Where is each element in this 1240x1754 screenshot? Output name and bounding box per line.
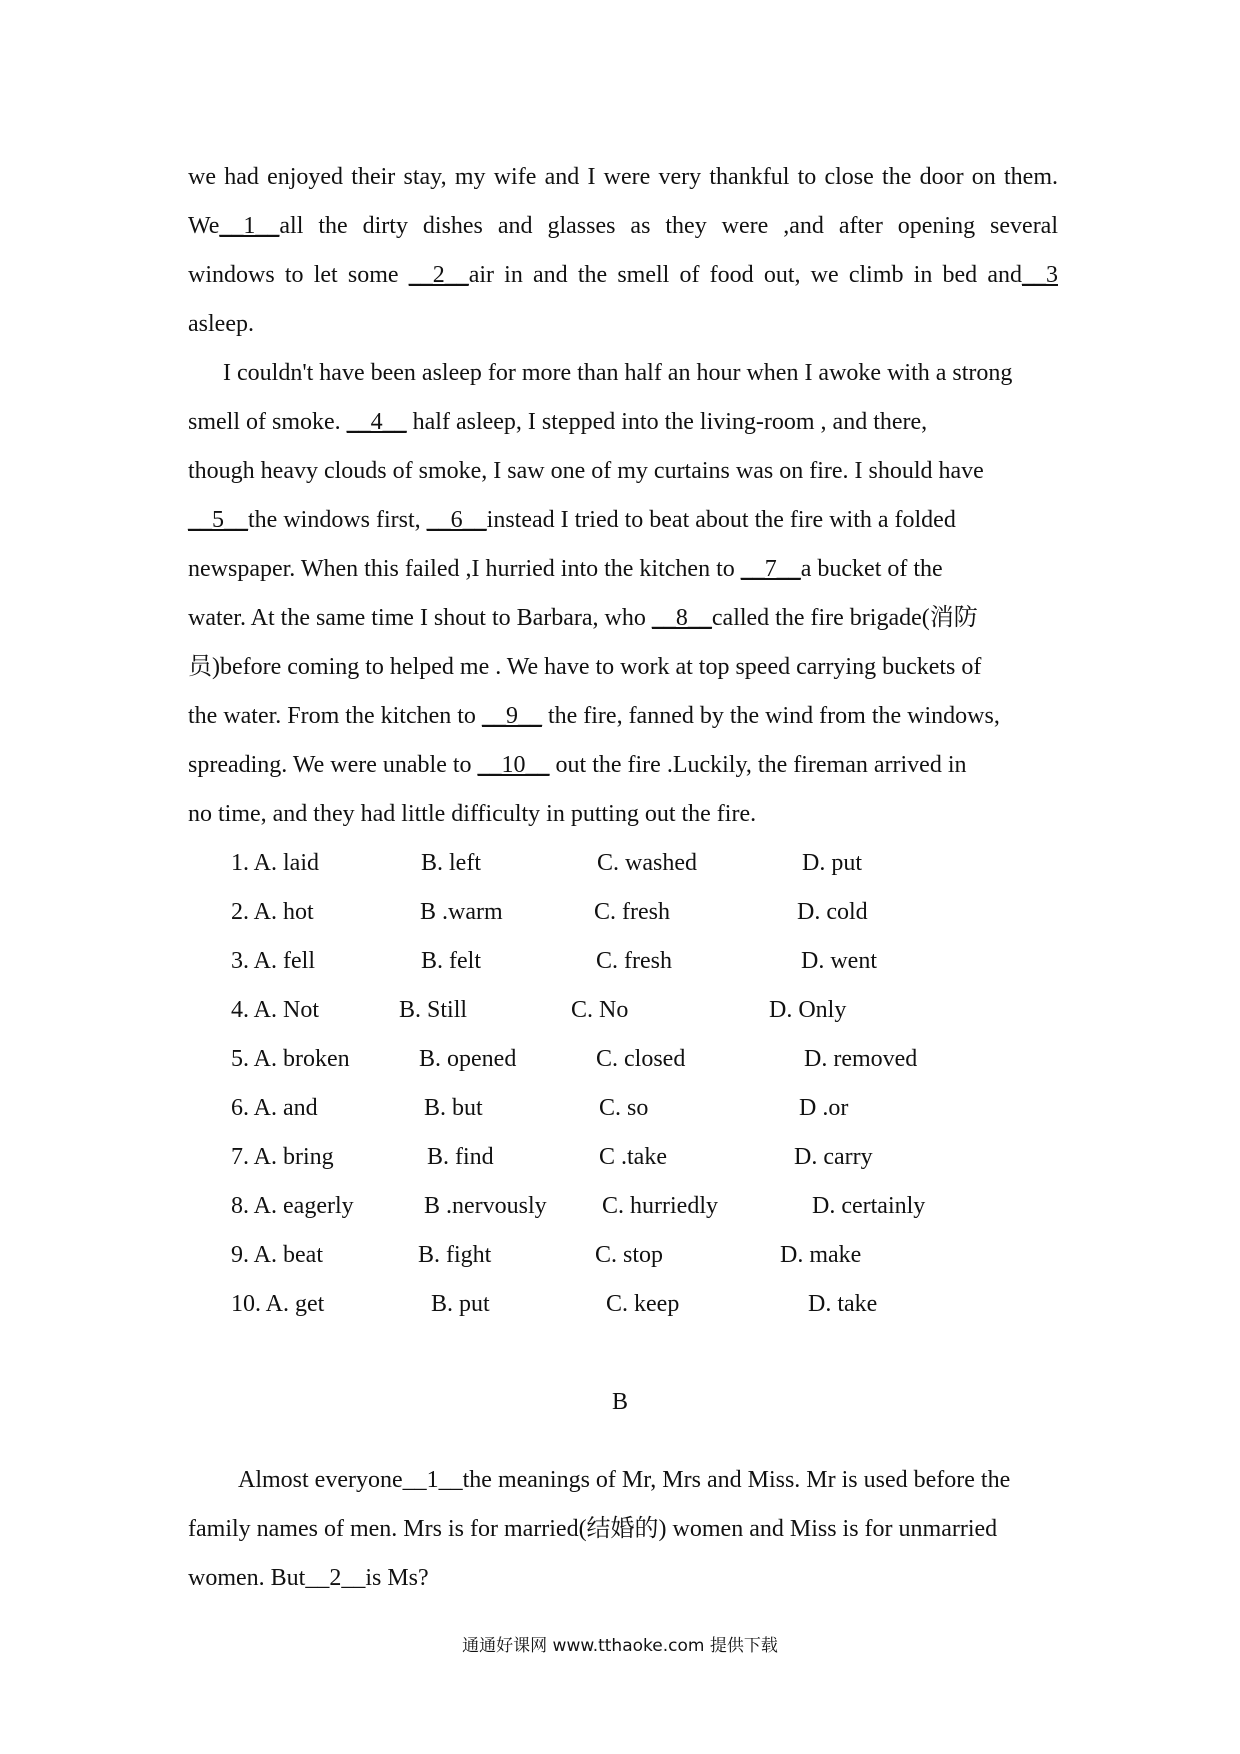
option-c: C. No	[571, 997, 629, 1023]
option-d: D .or	[799, 1095, 849, 1121]
blank-9: __9__	[481, 703, 542, 729]
option-a: 5. A. broken	[231, 1046, 350, 1072]
section-b-line-1: Almost everyone__1__the meanings of Mr, Mrs and Miss. Mr is used before the	[238, 1467, 1011, 1493]
option-a: 9. A. beat	[231, 1242, 323, 1268]
option-c: C. closed	[596, 1046, 686, 1072]
blank-b2: __2__	[305, 1565, 366, 1591]
option-c: C. so	[599, 1095, 649, 1121]
option-a: 1. A. laid	[231, 850, 319, 876]
blank-1: __1__	[219, 213, 280, 239]
blank-8: __8__	[651, 605, 712, 631]
option-a: 2. A. hot	[231, 899, 314, 925]
option-c: C. fresh	[594, 899, 670, 925]
option-c: C. stop	[595, 1242, 664, 1268]
option-d: D. went	[801, 948, 877, 974]
option-b: B. find	[427, 1144, 494, 1170]
option-d: D. Only	[769, 997, 847, 1023]
option-d: D. removed	[804, 1046, 918, 1072]
passage-a-line-12: the water. From the kitchen to __9__ the fire, fanned by the wind from the windows,	[188, 703, 1000, 729]
blank-7: __7__	[740, 556, 801, 582]
passage-a-line-9: newspaper. When this failed ,I hurried into the kitchen to __7__a bucket of the	[188, 556, 943, 582]
blank-6: __6__	[426, 507, 487, 533]
option-b: B. left	[421, 850, 481, 876]
option-a: 4. A. Not	[231, 997, 320, 1023]
option-b: B. put	[431, 1291, 490, 1317]
section-b-heading: B	[611, 1389, 628, 1415]
option-b: B. felt	[421, 948, 481, 974]
option-b: B .nervously	[424, 1193, 547, 1219]
passage-a-line-2: We__1__all the dirty dishes and glasses as they were ,and after opening several	[188, 213, 1058, 239]
download-footer: 通通好课网 www.tthaoke.com 提供下载	[462, 1636, 778, 1656]
option-c: C. keep	[606, 1291, 680, 1317]
blank-b1: __1__	[402, 1467, 463, 1493]
passage-a-line-8: __5__the windows first, __6__instead I tried to beat about the fire with a folded	[188, 507, 956, 533]
option-d: D. make	[780, 1242, 862, 1268]
option-a: 7. A. bring	[231, 1144, 334, 1170]
blank-2: __2__	[408, 262, 469, 288]
passage-a-line-6: smell of smoke. __4__ half asleep, I stepped into the living-room , and there,	[188, 409, 928, 435]
passage-a-line-5: I couldn't have been asleep for more than half an hour when I awoke with a strong	[223, 360, 1013, 386]
passage-a-line-4: asleep.	[188, 311, 254, 337]
option-b: B. Still	[399, 997, 468, 1023]
option-d: D. take	[808, 1291, 878, 1317]
option-b: B. fight	[418, 1242, 492, 1268]
blank-5: __5__	[188, 507, 248, 533]
option-a: 6. A. and	[231, 1095, 318, 1121]
option-b: B. opened	[419, 1046, 517, 1072]
option-c: C .take	[599, 1144, 667, 1170]
passage-a-line-10: water. At the same time I shout to Barbara, who __8__called the fire brigade(消防	[188, 605, 978, 631]
option-d: D. cold	[797, 899, 868, 925]
option-a: 8. A. eagerly	[231, 1193, 354, 1219]
passage-a-line-11: 员)before coming to helped me . We have to work at top speed carrying buckets of	[188, 654, 982, 680]
option-b: B. but	[424, 1095, 483, 1121]
option-a: 10. A. get	[231, 1291, 325, 1317]
option-d: D. put	[802, 850, 862, 876]
option-c: C. fresh	[596, 948, 672, 974]
passage-a-line-1: we had enjoyed their stay, my wife and I were very thankful to close the door on them.	[188, 164, 1058, 190]
passage-a-line-14: no time, and they had little difficulty in putting out the fire.	[188, 801, 757, 827]
passage-a-line-3: windows to let some __2__air in and the smell of food out, we climb in bed and__3	[188, 262, 1058, 288]
option-d: D. carry	[794, 1144, 873, 1170]
passage-a-line-13: spreading. We were unable to __10__ out the fire .Luckily, the fireman arrived in	[188, 752, 967, 778]
blank-10: __10__	[477, 752, 550, 778]
option-c: C. hurriedly	[602, 1193, 718, 1219]
option-d: D. certainly	[812, 1193, 926, 1219]
option-b: B .warm	[420, 899, 503, 925]
section-b-line-3: women. But__2__is Ms?	[188, 1565, 429, 1591]
blank-4: __4__	[346, 409, 407, 435]
section-b-line-2: family names of men. Mrs is for married(结婚的) women and Miss is for unmarried	[188, 1516, 998, 1542]
option-a: 3. A. fell	[231, 948, 315, 974]
blank-3: __3	[1022, 262, 1058, 288]
option-c: C. washed	[597, 850, 697, 876]
passage-a-line-7: though heavy clouds of smoke, I saw one of my curtains was on fire. I should have	[188, 458, 984, 484]
